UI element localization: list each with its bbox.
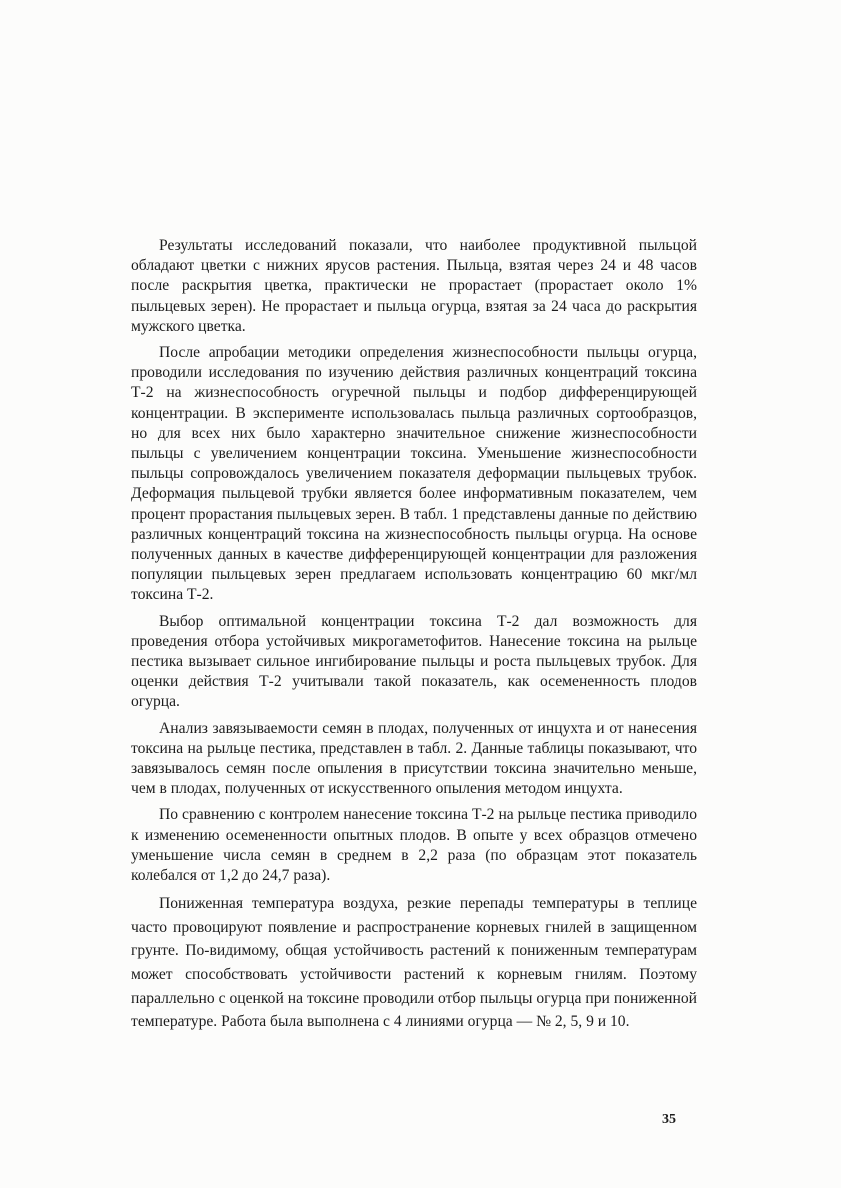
paragraph-1: Результаты исследований показали, что наиболее продуктивной пыльцой обладают цветки с нижних ярусов растения. Пыльца, взятая через 24 и 48 часов после раскрытия цветка, практически не прорастает (прорастает около 1% пыльцевых зерен). Не прорастает и пыльца огурца, взятая за 24 часа до раскрытия мужского цветка. <box>131 237 697 335</box>
paragraph-5: По сравнению с контролем нанесение токсина Т-2 на рыльце пестика приводило к изменению осемененности опытных плодов. В опыте у всех образцов отмечено уменьшение числа семян в среднем в 2,2 раза (по образцам этот показатель колебался от 1,2 до 24,7 раза). <box>131 806 697 885</box>
paragraph-3: Выбор оптимальной концентрации токсина Т-2 дал возможность для проведения отбора устойчивых микрогаметофитов. Нанесение токсина на рыльце пестика вызывает сильное ингибирование пыльцы и роста пыльцевых трубок. Для оценки действия Т-2 учитывали такой показатель, как осемененность плодов огурца. <box>131 612 697 711</box>
paragraph-6: Пониженная температура воздуха, резкие перепады температуры в теплице часто провоцируют появление и распространение корневых гнилей в защищенном грунте. По-видимому, общая устойчивость растений к пониженным температурам может способствовать устойчивости растений к корневым гнилям. Поэтому параллельно с оценкой на токсине проводили отбор пыльцы огурца при пониженной температуре. Работа была выполнена с 4 линиями огурца — № 2, 5, 9 и 10. <box>131 895 697 1031</box>
body-text <box>131 236 697 1040</box>
paragraph-4: Анализ завязываемости семян в плодах, полученных от инцухта и от нанесения токсина на рыльце пестика, представлен в табл. 2. Данные таблицы показывают, что завязывалось семян после опыления в присутствии токсина значительно меньше, чем в плодах, полученных от искусственного опыления методом инцухта. <box>131 719 697 798</box>
page-number: 35 <box>662 1112 676 1127</box>
paragraph-2: После апробации методики определения жизнеспособности пыльцы огурца, проводили исследования по изучению действия различных концентраций токсина Т-2 на жизнеспособность огуречной пыльцы и подбор дифференцирующей концентрации. В эксперименте использовалась пыльца различных сортообразцов, но для всех них было характерно значительное снижение жизнеспособности пыльцы с увеличением концентрации токсина. Уменьшение жизнеспособности пыльцы сопровождалось увеличением показателя деформации пыльцевых трубок. Деформация пыльцевой трубки является более информативным показателем, чем процент прорастания пыльцевых зерен. В табл. 1 представлены данные по действию различных концентраций токсина на жизнеспособность пыльцы огурца. На основе полученных данных в качестве дифференцирующей концентрации для разложения популяции пыльцевых зерен предлагаем использовать концентрацию 60 мкг/мл токсина Т-2. <box>131 344 697 604</box>
